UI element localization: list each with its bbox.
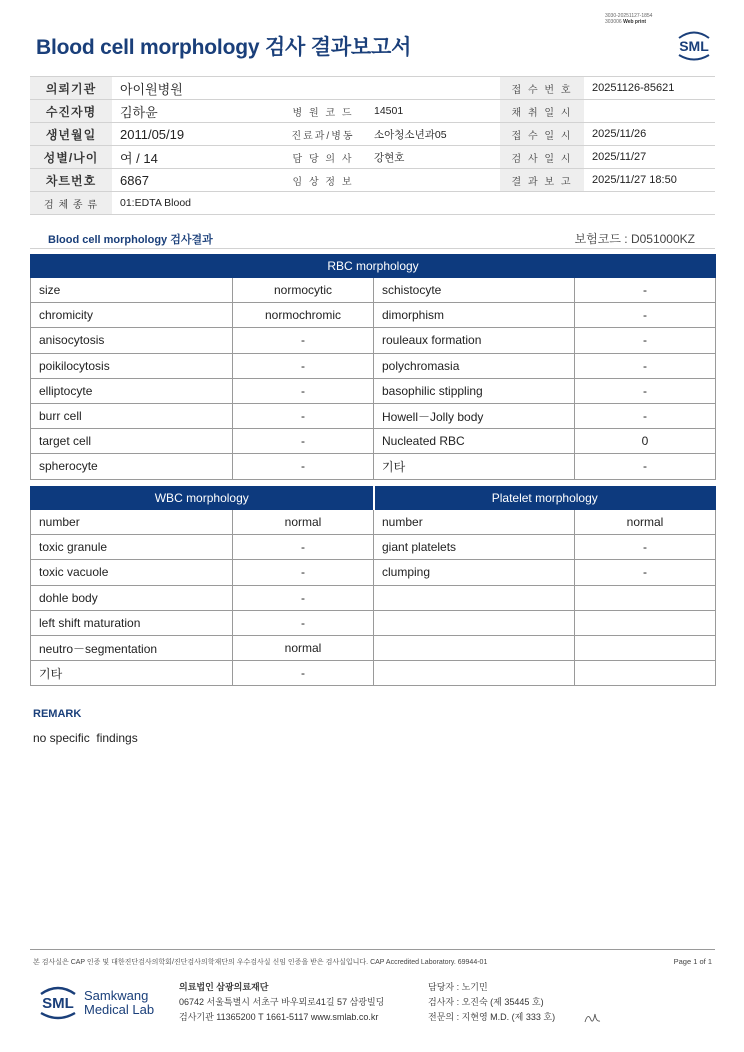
test-item-name: basophilic stippling bbox=[374, 378, 575, 403]
test-item-name bbox=[374, 585, 575, 610]
test-item-name: rouleaux formation bbox=[374, 328, 575, 353]
patient-field-value bbox=[366, 77, 500, 100]
test-item-name: dohle body bbox=[31, 585, 233, 610]
patient-info-row bbox=[30, 146, 715, 169]
patient-field-value: 소아청소년과05 bbox=[366, 123, 500, 146]
result-section-header bbox=[30, 225, 715, 249]
patient-field-label: 결 과 보 고 bbox=[500, 169, 584, 192]
test-item-name: 기타 bbox=[31, 661, 233, 686]
patient-field-value: 여 / 14 bbox=[112, 146, 280, 169]
staff-info bbox=[428, 980, 555, 1025]
page-number: Page 1 of 1 bbox=[673, 957, 712, 966]
specimen-row bbox=[30, 192, 715, 215]
test-item-result: - bbox=[233, 429, 374, 454]
test-item-result: - bbox=[233, 560, 374, 585]
patient-field-label: 담 당 의 사 bbox=[280, 146, 366, 169]
test-item-name: neutro－segmentation bbox=[31, 635, 233, 660]
signature-mark bbox=[583, 1008, 603, 1026]
test-item-name: Howell－Jolly body bbox=[374, 403, 575, 428]
patient-field-label: 접 수 일 시 bbox=[500, 123, 584, 146]
sml-logo-top bbox=[671, 25, 717, 65]
svg-text:SML: SML bbox=[42, 995, 74, 1012]
table-row bbox=[31, 278, 716, 303]
test-item-name: poikilocytosis bbox=[31, 353, 233, 378]
patient-field-label bbox=[280, 77, 366, 100]
test-item-name: left shift maturation bbox=[31, 610, 233, 635]
insurance-code: 보험코드 : D051000KZ bbox=[574, 232, 695, 246]
test-item-result: normochromic bbox=[233, 303, 374, 328]
test-item-result: - bbox=[575, 403, 716, 428]
patient-info-row bbox=[30, 169, 715, 192]
test-item-name: target cell bbox=[31, 429, 233, 454]
patient-info-row bbox=[30, 77, 715, 100]
table-row bbox=[31, 303, 716, 328]
test-item-name: number bbox=[31, 510, 233, 535]
organization-name: 의료법인 삼광의료재단 bbox=[179, 982, 269, 992]
table-row bbox=[31, 454, 716, 479]
patient-field-value: 김하윤 bbox=[112, 100, 280, 123]
table-row bbox=[31, 635, 716, 660]
table-row bbox=[31, 429, 716, 454]
test-item-result: - bbox=[575, 378, 716, 403]
table-row bbox=[31, 403, 716, 428]
test-item-name: toxic vacuole bbox=[31, 560, 233, 585]
test-item-result: 0 bbox=[575, 429, 716, 454]
test-item-name: Nucleated RBC bbox=[374, 429, 575, 454]
test-item-result: - bbox=[575, 278, 716, 303]
test-item-name: anisocytosis bbox=[31, 328, 233, 353]
patient-info-row bbox=[30, 123, 715, 146]
patient-field-label: 접 수 번 호 bbox=[500, 77, 584, 100]
page-title: Blood cell morphology 검사 결과보고서 bbox=[36, 36, 412, 59]
test-item-name: elliptocyte bbox=[31, 378, 233, 403]
svg-text:SML: SML bbox=[679, 38, 709, 54]
document-code-line1: 3030-20251127-1854 bbox=[605, 13, 653, 19]
test-item-name bbox=[374, 635, 575, 660]
rbc-morphology-table bbox=[30, 254, 716, 480]
test-item-result bbox=[575, 661, 716, 686]
table-row bbox=[31, 610, 716, 635]
footer-certification-note: 본 검사실은 CAP 인증 및 대한진단검사의학회/진단검사의학재단의 우수검사실 신임 인증을 받은 검사실입니다. CAP Accredited Laboratory. 69944-01 bbox=[33, 959, 488, 966]
test-item-name: dimorphism bbox=[374, 303, 575, 328]
patient-field-label: 의뢰기관 bbox=[30, 77, 112, 100]
table-row bbox=[31, 535, 716, 560]
test-item-result: - bbox=[575, 454, 716, 479]
test-item-result: - bbox=[233, 454, 374, 479]
test-item-name: clumping bbox=[374, 560, 575, 585]
remark-title: REMARK bbox=[33, 708, 82, 720]
patient-field-value: 아이원병원 bbox=[112, 77, 280, 100]
wbc-platelet-table bbox=[30, 486, 716, 686]
test-item-result: - bbox=[233, 403, 374, 428]
test-item-result: - bbox=[575, 328, 716, 353]
organization-contact: 검사기관 11365200 T 1661-5117 www.smlab.co.kr bbox=[179, 1012, 379, 1022]
test-item-name bbox=[374, 661, 575, 686]
patient-field-label: 검 사 일 시 bbox=[500, 146, 584, 169]
patient-field-value: 6867 bbox=[112, 169, 280, 192]
test-item-result: - bbox=[575, 353, 716, 378]
test-item-result: - bbox=[233, 328, 374, 353]
patient-field-value: 2011/05/19 bbox=[112, 123, 280, 146]
patient-field-label: 채 취 일 시 bbox=[500, 100, 584, 123]
section-title: Blood cell morphology 검사결과 bbox=[48, 234, 213, 246]
staff-manager: 담당자 : 노기민 bbox=[428, 982, 488, 992]
test-item-name: toxic granule bbox=[31, 535, 233, 560]
organization-address: 06742 서울특별시 서초구 바우뫼로41길 57 삼광빌딩 bbox=[179, 997, 385, 1007]
table-row bbox=[31, 378, 716, 403]
test-item-result: - bbox=[575, 535, 716, 560]
test-item-name: chromicity bbox=[31, 303, 233, 328]
test-item-result: normal bbox=[233, 510, 374, 535]
test-item-result: - bbox=[575, 560, 716, 585]
rbc-header: RBC morphology bbox=[31, 255, 716, 278]
table-row bbox=[31, 328, 716, 353]
table-row bbox=[31, 585, 716, 610]
test-item-result: - bbox=[233, 661, 374, 686]
patient-field-value: 2025/11/26 bbox=[584, 123, 715, 146]
patient-field-label: 차트번호 bbox=[30, 169, 112, 192]
test-item-name: spherocyte bbox=[31, 454, 233, 479]
test-item-name: size bbox=[31, 278, 233, 303]
test-item-name: burr cell bbox=[31, 403, 233, 428]
test-item-name: polychromasia bbox=[374, 353, 575, 378]
staff-tester: 검사자 : 오진숙 (제 35445 호) bbox=[428, 997, 544, 1007]
test-item-name: 기타 bbox=[374, 454, 575, 479]
patient-info-table bbox=[30, 76, 715, 215]
patient-field-label: 생년월일 bbox=[30, 123, 112, 146]
table-row bbox=[31, 510, 716, 535]
document-code-line2: 303006 Web print bbox=[605, 19, 647, 25]
patient-field-value bbox=[366, 169, 500, 192]
patient-field-label: 성별/나이 bbox=[30, 146, 112, 169]
table-row bbox=[31, 353, 716, 378]
patient-field-value bbox=[584, 100, 715, 123]
patient-field-label: 진료과/병동 bbox=[280, 123, 366, 146]
brand-name: Samkwang Medical Lab bbox=[84, 988, 155, 1017]
organization-info bbox=[179, 980, 384, 1025]
remark-text: no specific findings bbox=[33, 731, 138, 745]
test-item-name: number bbox=[374, 510, 575, 535]
patient-field-value: 14501 bbox=[366, 100, 500, 123]
patient-field-value: 2025/11/27 18:50 bbox=[584, 169, 715, 192]
test-item-result: - bbox=[233, 378, 374, 403]
test-item-result: - bbox=[233, 610, 374, 635]
patient-field-value: 강현호 bbox=[366, 146, 500, 169]
footer-divider bbox=[30, 949, 715, 950]
test-item-result: - bbox=[233, 535, 374, 560]
test-item-result: - bbox=[233, 353, 374, 378]
patient-field-label: 임 상 정 보 bbox=[280, 169, 366, 192]
test-item-result: - bbox=[575, 303, 716, 328]
staff-specialist: 전문의 : 지현영 M.D. (제 333 호) bbox=[428, 1012, 556, 1022]
patient-field-value: 20251126-85621 bbox=[584, 77, 715, 100]
test-item-result: normocytic bbox=[233, 278, 374, 303]
specimen-label: 검 체 종 류 bbox=[30, 192, 112, 215]
patient-info-row bbox=[30, 100, 715, 123]
test-item-result bbox=[575, 610, 716, 635]
table-row bbox=[31, 661, 716, 686]
patient-field-value: 2025/11/27 bbox=[584, 146, 715, 169]
platelet-header: Platelet morphology bbox=[374, 487, 716, 510]
document-code bbox=[605, 13, 652, 25]
sml-logo-footer bbox=[36, 980, 80, 1024]
table-row bbox=[31, 560, 716, 585]
test-item-name: giant platelets bbox=[374, 535, 575, 560]
test-item-name: schistocyte bbox=[374, 278, 575, 303]
test-item-result: - bbox=[233, 585, 374, 610]
test-item-name bbox=[374, 610, 575, 635]
test-item-result bbox=[575, 635, 716, 660]
wbc-header: WBC morphology bbox=[31, 487, 374, 510]
specimen-value: 01:EDTA Blood bbox=[112, 192, 715, 215]
patient-field-label: 수진자명 bbox=[30, 100, 112, 123]
test-item-result: normal bbox=[233, 635, 374, 660]
patient-field-label: 병 원 코 드 bbox=[280, 100, 366, 123]
test-item-result bbox=[575, 585, 716, 610]
test-item-result: normal bbox=[575, 510, 716, 535]
